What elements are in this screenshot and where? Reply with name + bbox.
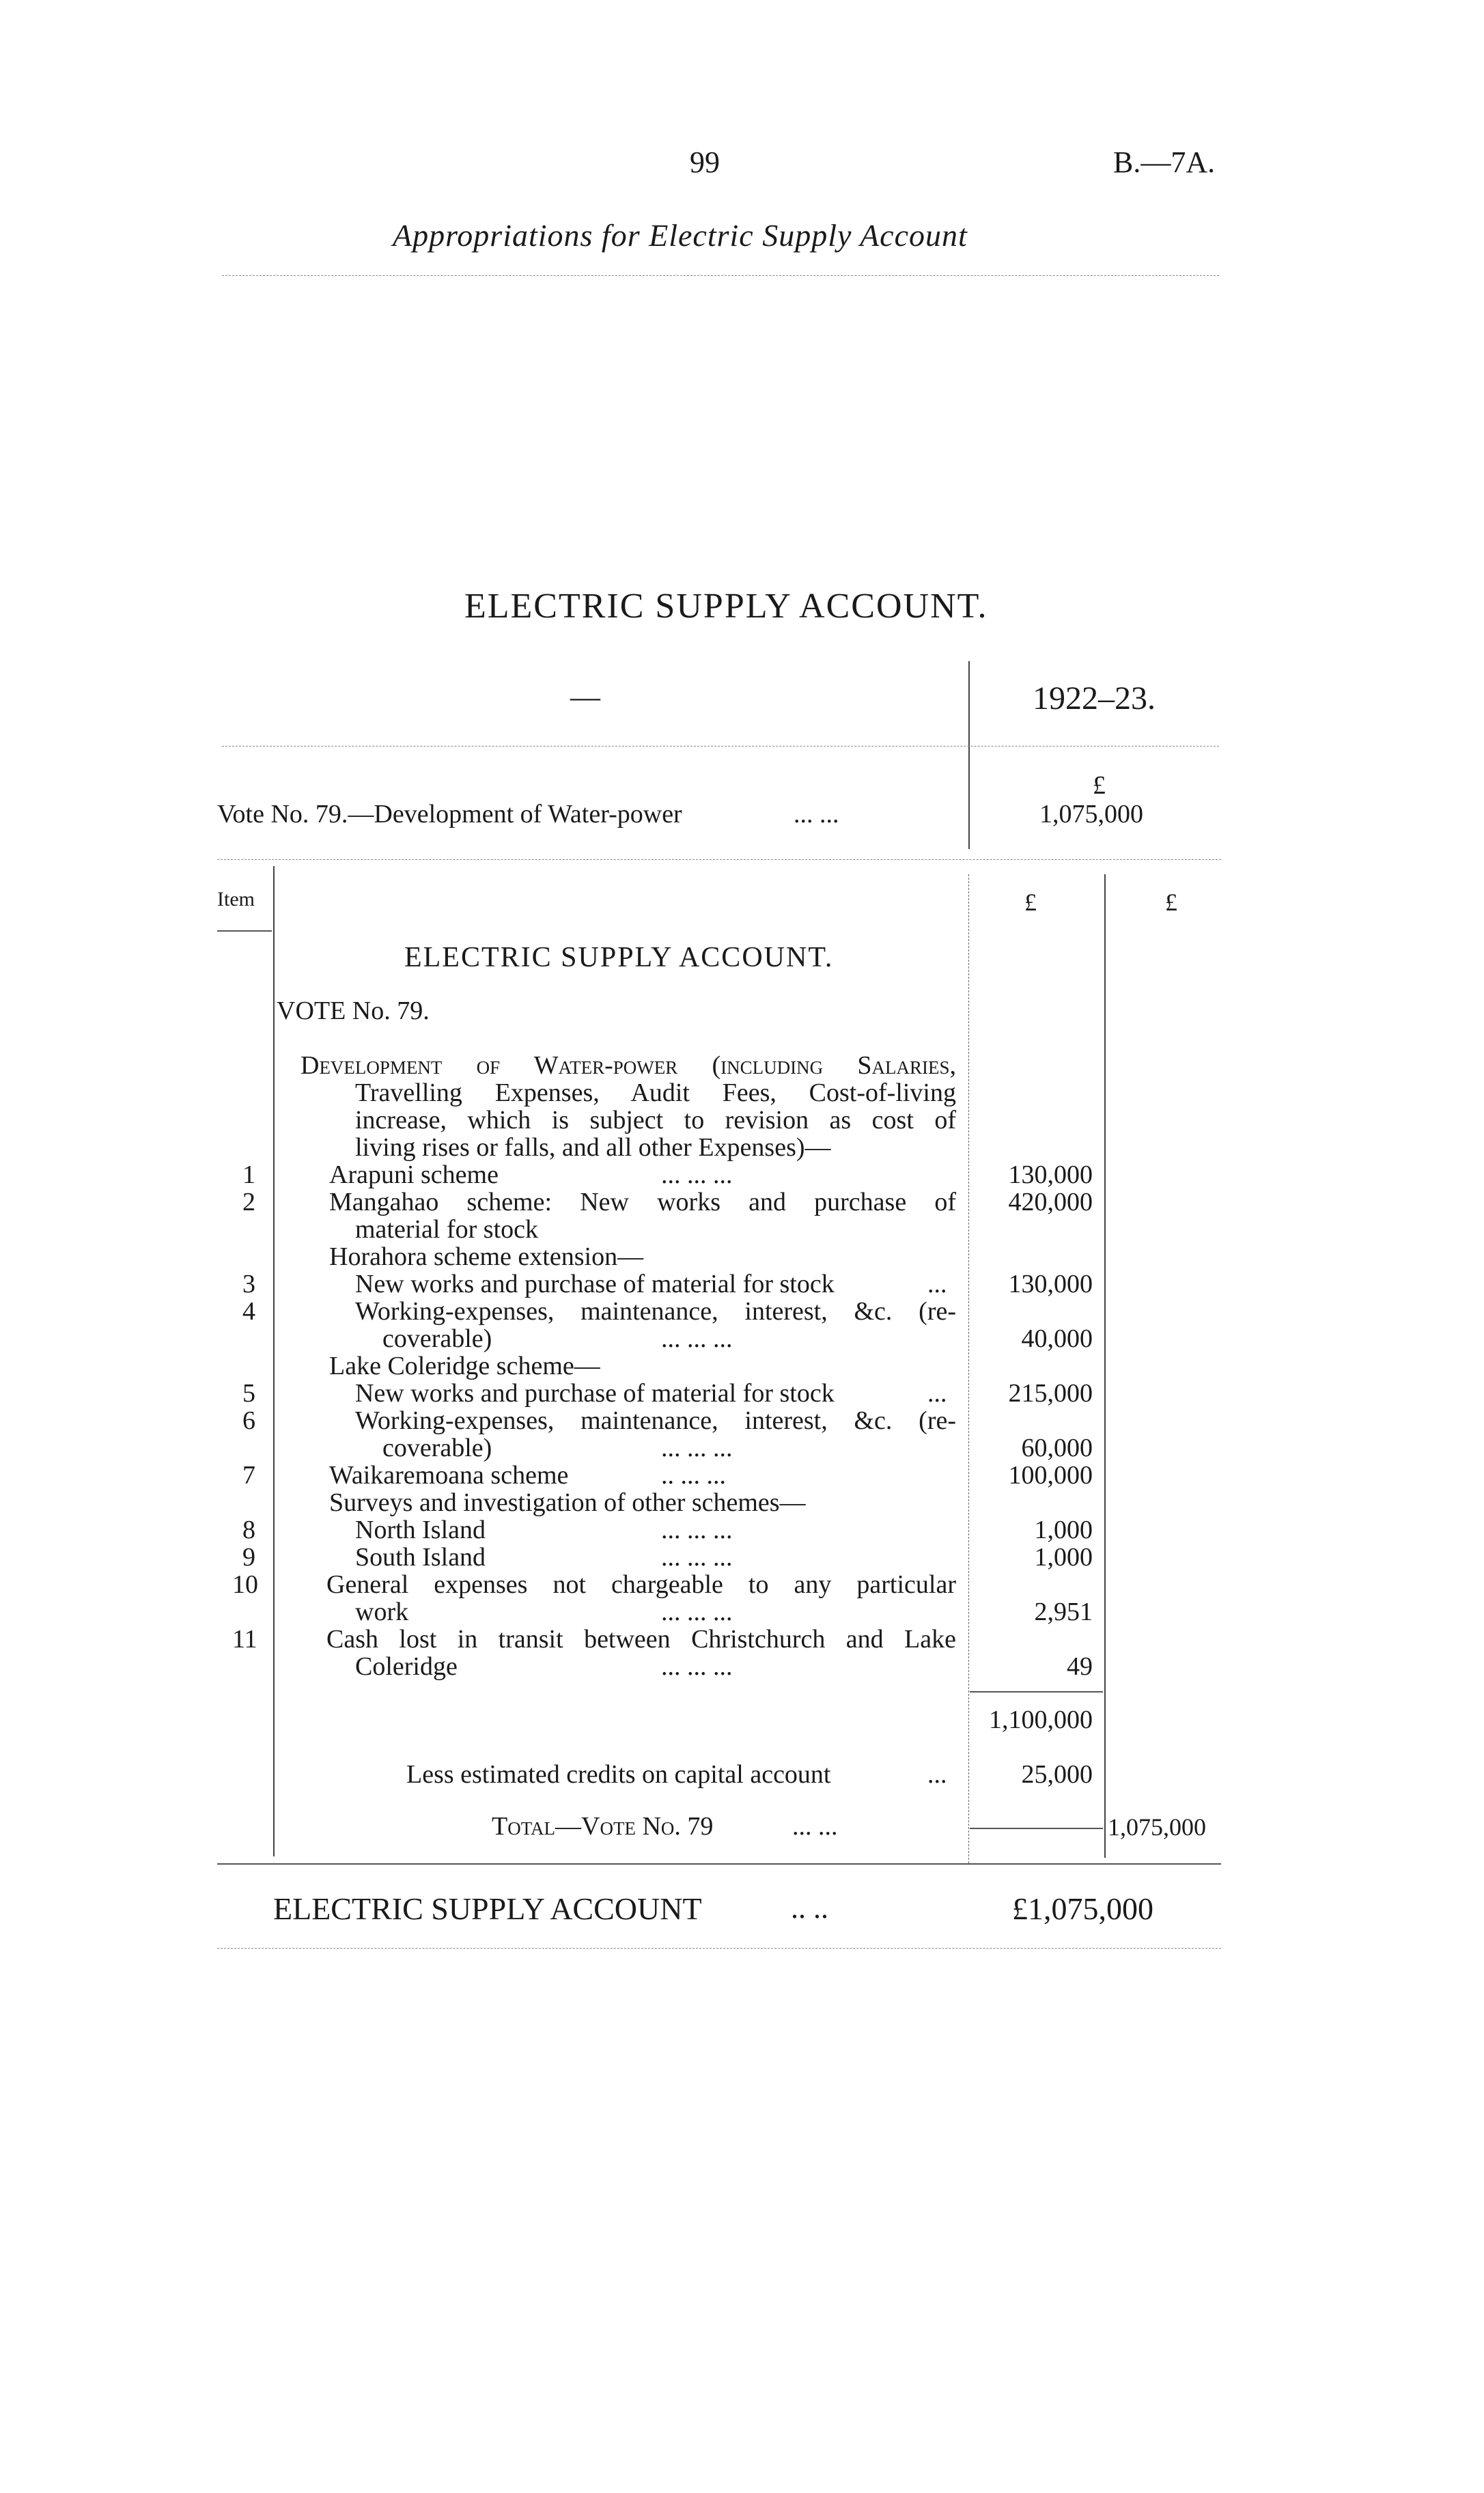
header-rule [222, 275, 1219, 276]
item-amount: 215,000 [1008, 1379, 1093, 1408]
item-number: 7 [242, 1461, 255, 1490]
item-description: coverable) [382, 1324, 492, 1353]
item-number: 9 [242, 1543, 255, 1572]
item-number: 6 [242, 1406, 255, 1435]
item-description: South Island [355, 1543, 486, 1572]
item-number: 1 [242, 1160, 255, 1189]
item-description: Lake Coleridge scheme— [329, 1352, 600, 1380]
summary-dash: — [570, 680, 600, 714]
detail-bottom-rule [217, 1863, 1221, 1865]
footer-rule [217, 1948, 1221, 1949]
item-dots: ... ... ... [661, 1652, 733, 1681]
total-vote-dots: ... ... [792, 1812, 838, 1841]
item-dots: ... ... ... [661, 1543, 733, 1572]
less-credits-dots: ... [927, 1760, 947, 1789]
item-description: Horahora scheme extension— [329, 1242, 644, 1271]
item-dots: ... ... ... [661, 1324, 733, 1353]
item-description: General expenses not chargeable to any particular [326, 1570, 956, 1599]
footer-label: ELECTRIC SUPPLY ACCOUNT [273, 1891, 702, 1926]
item-description: work [355, 1598, 409, 1626]
item-number: 8 [242, 1516, 255, 1544]
amount-currency-header: £ [1024, 889, 1037, 916]
item-amount: 2,951 [1034, 1598, 1093, 1626]
footer-dots: .. .. [791, 1891, 828, 1925]
intro-line-3: increase, which is subject to revision as cost of [355, 1106, 956, 1134]
item-description: New works and purchase of material for stock [355, 1379, 835, 1408]
footer-amount: £1,075,000 [1012, 1891, 1153, 1926]
item-amount: 40,000 [1021, 1324, 1093, 1353]
item-amount: 130,000 [1008, 1160, 1093, 1189]
item-amount: 60,000 [1021, 1434, 1093, 1462]
intro-line-4: living rises or falls, and all other Expenses)— [355, 1133, 831, 1162]
intro-line-1: Development of Water-power (including Salaries, [300, 1051, 956, 1080]
item-column-rule [273, 866, 275, 1856]
total-vote-label: Total—Vote No. 79 [492, 1812, 714, 1841]
item-number: 10 [232, 1570, 258, 1599]
item-description: Cash lost in transit between Christchurch and Lake [326, 1625, 956, 1654]
summary-vote-label: Vote No. 79.—Development of Water-power [217, 800, 682, 828]
item-amount: 420,000 [1008, 1188, 1093, 1216]
item-description: New works and purchase of material for stock [355, 1270, 835, 1298]
item-description: coverable) [382, 1434, 492, 1462]
page-number: 99 [690, 145, 720, 179]
total-vote-amount: 1,075,000 [1108, 1813, 1206, 1841]
total-column-rule [1104, 874, 1106, 1858]
item-amount: 1,000 [1034, 1516, 1093, 1544]
summary-title: ELECTRIC SUPPLY ACCOUNT. [464, 587, 988, 626]
item-description: Mangahao scheme: New works and purchase of [329, 1188, 956, 1216]
item-dots: ... ... ... [661, 1516, 733, 1544]
item-number: 2 [242, 1188, 255, 1216]
item-description: Working-expenses, maintenance, interest, &c. (re- [355, 1406, 956, 1435]
item-dots: ... ... ... [661, 1160, 733, 1189]
item-description: North Island [355, 1516, 486, 1544]
item-header: Item [217, 888, 255, 910]
item-dots: ... ... ... [661, 1434, 733, 1462]
item-header-underline [217, 930, 272, 932]
item-number: 5 [242, 1379, 255, 1408]
total-vote-rule [970, 1828, 1103, 1829]
item-description: Arapuni scheme [329, 1160, 499, 1189]
item-description: Waikaremoana scheme [329, 1461, 569, 1490]
subtotal-amount: 1,100,000 [989, 1705, 1093, 1734]
item-dots: ... [927, 1379, 947, 1408]
item-dots: .. ... ... [661, 1461, 726, 1490]
less-credits-label: Less estimated credits on capital account [406, 1760, 831, 1789]
summary-currency: £ [1093, 771, 1106, 800]
item-amount: 100,000 [1008, 1461, 1093, 1490]
item-description: Coleridge [355, 1652, 458, 1681]
less-credits-amount: 25,000 [1021, 1760, 1093, 1789]
item-number: 11 [232, 1625, 257, 1654]
summary-vote-dots: ... ... [794, 800, 839, 828]
item-description: material for stock [355, 1215, 539, 1244]
year-header: 1922–23. [1033, 680, 1156, 716]
total-currency-header: £ [1165, 889, 1177, 916]
subtotal-rule [970, 1691, 1103, 1693]
detail-section-title: ELECTRIC SUPPLY ACCOUNT. [404, 942, 834, 973]
amount-column-rule [968, 874, 969, 1863]
summary-column-rule [968, 661, 970, 849]
item-description: Working-expenses, maintenance, interest, &c. (re- [355, 1297, 956, 1326]
item-description: Surveys and investigation of other schemes— [329, 1488, 806, 1517]
summary-vote-amount: 1,075,000 [1039, 800, 1143, 828]
vote-heading: VOTE No. 79. [277, 997, 430, 1025]
item-amount: 130,000 [1008, 1270, 1093, 1298]
intro-line-2: Travelling Expenses, Audit Fees, Cost-of-living [355, 1078, 956, 1107]
summary-header-rule [222, 746, 1219, 747]
document-reference: B.—7A. [1113, 145, 1216, 179]
item-dots: ... ... ... [661, 1598, 733, 1626]
summary-bottom-rule [217, 859, 1221, 860]
item-number: 3 [242, 1270, 255, 1298]
item-number: 4 [242, 1297, 255, 1326]
item-amount: 1,000 [1034, 1543, 1093, 1572]
item-dots: ... [927, 1270, 947, 1298]
running-title: Appropriations for Electric Supply Account [393, 218, 968, 253]
item-amount: 49 [1067, 1652, 1093, 1681]
